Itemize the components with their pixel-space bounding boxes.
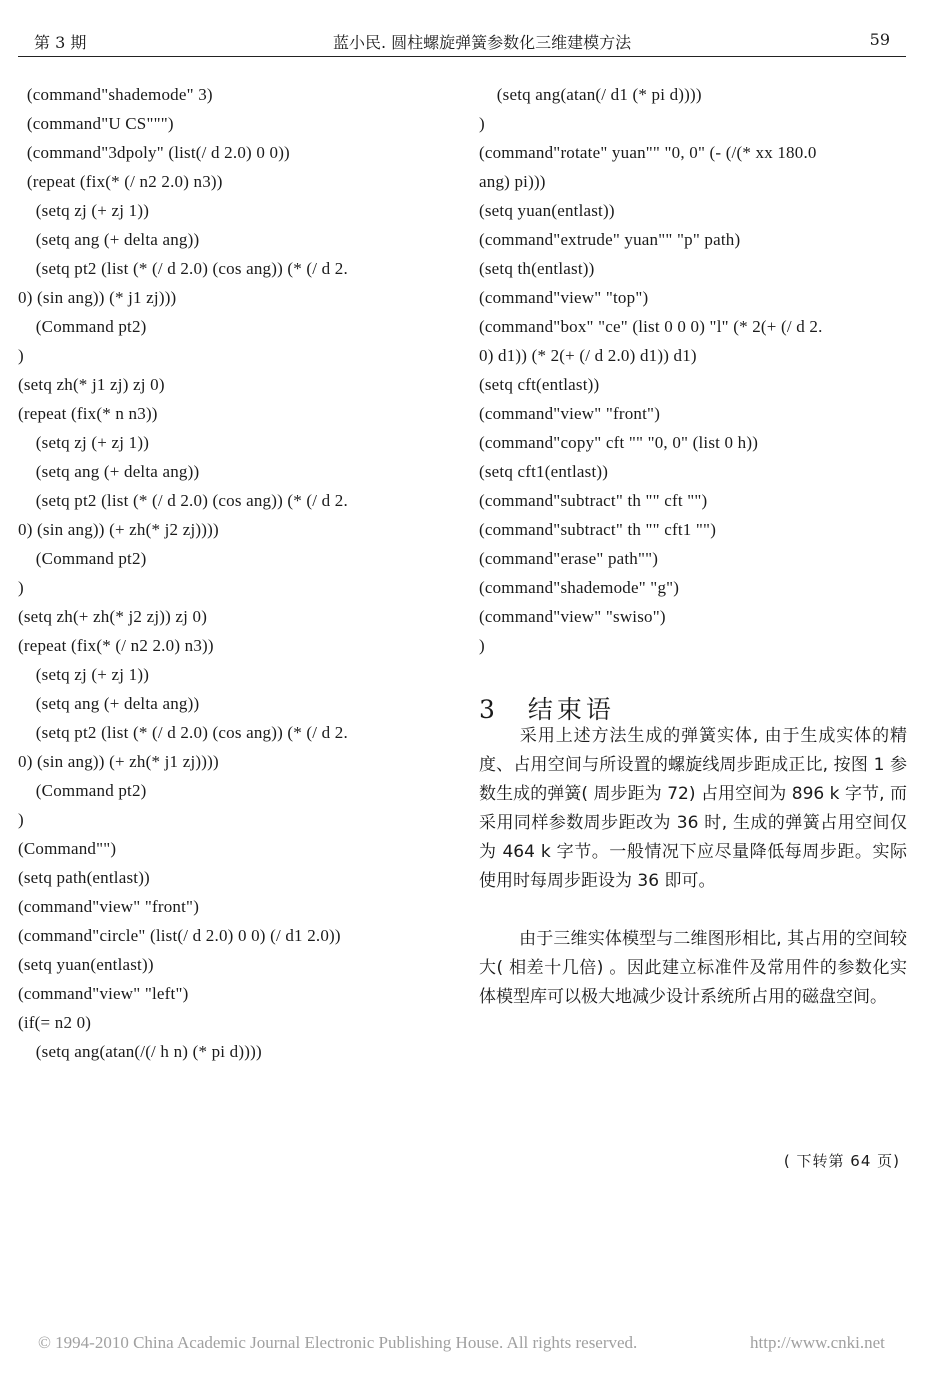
code-line: (command"extrude" yuan"" "p" path) xyxy=(479,230,741,249)
code-line: (setq yuan(entlast)) xyxy=(479,201,615,220)
code-line: (command"view" "left") xyxy=(18,984,189,1003)
code-line: (command"subtract" th "" cft "") xyxy=(479,491,708,510)
paragraph-text: 采用上述方法生成的弹簧实体, 由于生成实体的精度、占用空间与所设置的螺旋线周步距成正比, 按图 1 参数生成的弹簧( 周步距为 72) 占用空间为 896 k 字节, 而采用同样参数周步距改为 36 时, 生成的弹簧占用空间仅为 464 k 字节。一般情况下应尽量降低每周步距。实际使用时每周步距设为 36 即可。 xyxy=(479,726,907,891)
code-line: (command"U CS""") xyxy=(18,114,174,133)
code-line: (Command pt2) xyxy=(18,549,147,568)
code-line: (command"rotate" yuan"" "0, 0" (- (/(* xx 180.0 xyxy=(479,143,817,162)
code-line: (command"box" "ce" (list 0 0 0) "l" (* 2(+ (/ d 2. xyxy=(479,317,823,336)
code-listing-right xyxy=(479,80,909,660)
code-line: (command"view" "front") xyxy=(479,404,661,423)
code-line: ) xyxy=(18,578,24,597)
code-line: (command"copy" cft "" "0, 0" (list 0 h)) xyxy=(479,433,759,452)
code-line: (setq ang(atan(/(/ h n) (* pi d)))) xyxy=(18,1042,262,1061)
copyright-text: © 1994-2010 China Academic Journal Electronic Publishing House. All rights reserved. xyxy=(38,1333,638,1352)
code-line: (Command"") xyxy=(18,839,117,858)
code-line: (command"shademode" "g") xyxy=(479,578,680,597)
code-line: (setq pt2 (list (* (/ d 2.0) (cos ang)) (* (/ d 2. xyxy=(18,491,348,510)
code-line: (setq pt2 (list (* (/ d 2.0) (cos ang)) (* (/ d 2. xyxy=(18,723,348,742)
code-line: (setq ang (+ delta ang)) xyxy=(18,462,200,481)
code-line: (setq path(entlast)) xyxy=(18,868,150,887)
code-line: (repeat (fix(* (/ n2 2.0) n3)) xyxy=(18,636,214,655)
code-line: (setq yuan(entlast)) xyxy=(18,955,154,974)
code-line: (command"circle" (list(/ d 2.0) 0 0) (/ d1 2.0)) xyxy=(18,926,341,945)
continued-note: ( 下转第 64 页) xyxy=(783,1152,900,1170)
section-heading: 3 结束语 xyxy=(479,695,615,724)
code-line: 0) (sin ang)) (+ zh(* j1 zj)))) xyxy=(18,752,219,771)
code-line: (command"view" "swiso") xyxy=(479,607,666,626)
code-line: (repeat (fix(* n n3)) xyxy=(18,404,158,423)
code-line: (command"subtract" th "" cft1 "") xyxy=(479,520,717,539)
page-header xyxy=(18,28,906,57)
code-line: (setq cft1(entlast)) xyxy=(479,462,609,481)
code-line: (setq zh(* j1 zj) zj 0) xyxy=(18,375,165,394)
code-listing-left xyxy=(18,80,458,1066)
code-line: (setq ang (+ delta ang)) xyxy=(18,230,200,249)
code-line: (setq ang(atan(/ d1 (* pi d)))) xyxy=(479,85,702,104)
code-line: ang) pi))) xyxy=(479,172,546,191)
code-line: (setq zj (+ zj 1)) xyxy=(18,433,150,452)
code-line: (Command pt2) xyxy=(18,781,147,800)
code-line: (setq pt2 (list (* (/ d 2.0) (cos ang)) (* (/ d 2. xyxy=(18,259,348,278)
page-number: 59 xyxy=(869,30,890,49)
code-line: 0) (sin ang)) (+ zh(* j2 zj)))) xyxy=(18,520,219,539)
footer-url: http://www.cnki.net xyxy=(750,1333,885,1352)
code-line: ) xyxy=(18,810,24,829)
code-line: (command"erase" path"") xyxy=(479,549,659,568)
code-line: (setq zj (+ zj 1)) xyxy=(18,201,150,220)
code-line: ) xyxy=(479,636,485,655)
running-title: 蓝小民. 圆柱螺旋弹簧参数化三维建模方法 xyxy=(333,33,632,52)
paragraph-text: 由于三维实体模型与二维图形相比, 其占用的空间较大( 相差十几倍) 。因此建立标准件及常用件的参数化实体模型库可以极大地减少设计系统所占用的磁盘空间。 xyxy=(479,929,907,1007)
code-line: (command"view" "front") xyxy=(18,897,200,916)
code-line: (setq cft(entlast)) xyxy=(479,375,600,394)
code-line: (setq th(entlast)) xyxy=(479,259,595,278)
conclusion-paragraph-2 xyxy=(479,925,907,1012)
issue-number: 第 3 期 xyxy=(34,33,87,52)
code-line: (if(= n2 0) xyxy=(18,1013,92,1032)
code-line: ) xyxy=(18,346,24,365)
code-line: (Command pt2) xyxy=(18,317,147,336)
code-line: (command"shademode" 3) xyxy=(18,85,213,104)
code-line: (setq ang (+ delta ang)) xyxy=(18,694,200,713)
code-line: (command"3dpoly" (list(/ d 2.0) 0 0)) xyxy=(18,143,290,162)
code-line: (repeat (fix(* (/ n2 2.0) n3)) xyxy=(18,172,223,191)
code-line: (setq zj (+ zj 1)) xyxy=(18,665,150,684)
code-line: 0) (sin ang)) (* j1 zj))) xyxy=(18,288,177,307)
code-line: 0) d1)) (* 2(+ (/ d 2.0) d1)) d1) xyxy=(479,346,697,365)
conclusion-paragraph-1 xyxy=(479,722,907,896)
code-line: (command"view" "top") xyxy=(479,288,649,307)
code-line: ) xyxy=(479,114,485,133)
code-line: (setq zh(+ zh(* j2 zj)) zj 0) xyxy=(18,607,208,626)
copyright-footer xyxy=(38,1333,885,1353)
